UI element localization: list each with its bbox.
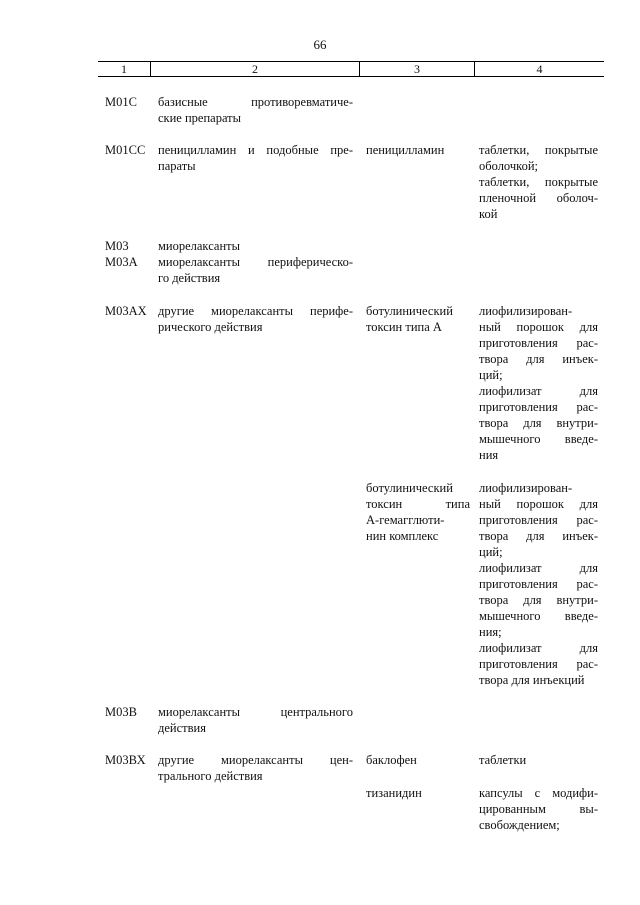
subst-line: токсин типа (366, 497, 470, 511)
desc-line: пеницилламин и подобные пре- (158, 143, 353, 157)
subst-line: ботулинический (366, 304, 453, 318)
desc-line: другие миорелаксанты цен- (158, 753, 353, 767)
form-line: оболочкой; (479, 159, 538, 173)
dosage-form (479, 785, 598, 833)
form-line: приготовления рас- (479, 577, 598, 591)
header-col-1: 1 (98, 62, 151, 76)
desc-line: параты (158, 159, 196, 173)
atc-code: М03ВХ (105, 753, 146, 767)
desc-line: ские препараты (158, 111, 242, 125)
dosage-form (479, 480, 598, 688)
dosage-form (479, 142, 598, 222)
desc-line: го действия (158, 271, 221, 285)
substance (366, 785, 470, 801)
subst-line: нин комплекс (366, 529, 439, 543)
form-line: ный порошок для (479, 497, 598, 511)
form-line: кой (479, 207, 498, 221)
form-line: приготовления рас- (479, 400, 598, 414)
form-line: лиофилизирован- (479, 481, 573, 495)
subst-line: пеницилламин (366, 143, 445, 157)
form-line: твора для внутри- (479, 416, 598, 430)
subst-line: А-гемагглюти- (366, 513, 445, 527)
table-header (98, 61, 604, 77)
form-line: лиофилизат для (479, 384, 598, 398)
form-line: лиофилизат для (479, 641, 598, 655)
header-col-4: 4 (536, 62, 543, 76)
atc-code: М01СС (105, 143, 146, 157)
dosage-form (479, 752, 598, 768)
atc-description (158, 704, 353, 736)
desc-line: базисные противоревматиче- (158, 95, 353, 109)
desc-line: миорелаксанты (158, 239, 240, 253)
form-line: ния; (479, 625, 502, 639)
form-line: ный порошок для (479, 320, 598, 334)
form-line: таблетки (479, 753, 527, 767)
form-line: ций; (479, 545, 503, 559)
desc-line: рического действия (158, 320, 263, 334)
atc-code (105, 238, 157, 270)
form-line: приготовления рас- (479, 513, 598, 527)
substance (366, 752, 470, 768)
form-line: ций; (479, 368, 503, 382)
desc-line: миорелаксанты центрального (158, 705, 353, 719)
atc-code: М03АХ (105, 304, 147, 318)
atc-description (158, 303, 353, 335)
form-line: твора для инъекций (479, 673, 585, 687)
atc-description (158, 94, 353, 126)
dosage-form (479, 303, 598, 463)
desc-line: действия (158, 721, 206, 735)
atc-description (158, 142, 353, 174)
subst-line: ботулинический (366, 481, 453, 495)
substance (366, 480, 470, 544)
form-line: капсулы с модифи- (479, 786, 598, 800)
code-line: М03 (105, 239, 129, 253)
form-line: мышечного введе- (479, 609, 598, 623)
form-line: цированным вы- (479, 802, 598, 816)
form-line: свобождением; (479, 818, 560, 832)
atc-code: М03В (105, 705, 137, 719)
substance (366, 303, 470, 335)
form-line: пленочной оболоч- (479, 191, 598, 205)
atc-description (158, 752, 353, 784)
form-line: твора для инъек- (479, 529, 598, 543)
header-col-3: 3 (360, 62, 475, 76)
form-line: лиофилизат для (479, 561, 598, 575)
subst-line: токсин типа А (366, 320, 442, 334)
header-col-2: 2 (151, 62, 360, 76)
form-line: таблетки, покрытые (479, 143, 598, 157)
form-line: лиофилизирован- (479, 304, 573, 318)
desc-line: миорелаксанты периферическо- (158, 255, 353, 269)
code-line: М03А (105, 255, 138, 269)
desc-line: трального действия (158, 769, 263, 783)
form-line: ния (479, 448, 499, 462)
form-line: приготовления рас- (479, 657, 598, 671)
page-number: 66 (313, 37, 327, 52)
subst-line: баклофен (366, 753, 417, 767)
form-line: мышечного введе- (479, 432, 598, 446)
desc-line: другие миорелаксанты перифе- (158, 304, 353, 318)
subst-line: тизанидин (366, 786, 422, 800)
atc-description (158, 238, 353, 286)
atc-code: М01С (105, 95, 137, 109)
substance (366, 142, 470, 158)
form-line: таблетки, покрытые (479, 175, 598, 189)
form-line: твора для инъек- (479, 352, 598, 366)
form-line: твора для внутри- (479, 593, 598, 607)
form-line: приготовления рас- (479, 336, 598, 350)
